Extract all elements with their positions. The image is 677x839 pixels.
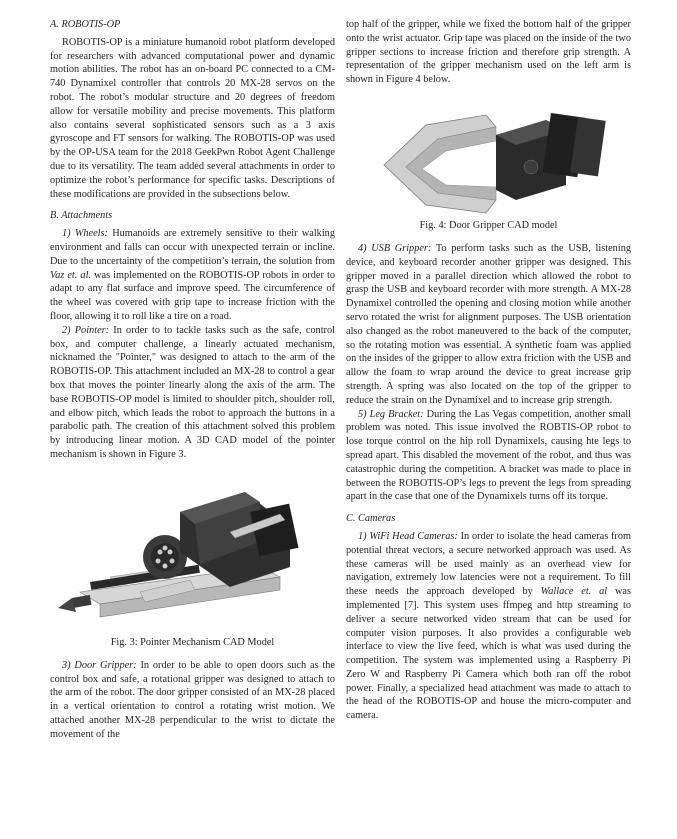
wheels-label: 1) Wheels: (62, 228, 108, 240)
door-gripper-text: In order to be able to open doors such as the control box and safe, a rotational gripper was designed to attach to the arm of the robot. The door gripper consisted of an MX-28 placed in a vertical orientation to control a rotating wrist motion. We attached another MX-28 perpendicular to the wrist to dictate the movement of the (50, 659, 335, 740)
wifi-cameras-citation: Wallace et. al (540, 586, 608, 598)
wheels-text-a: Humanoids are extremely sensitive to their walking environment and falls can occur with unexpected terrain or incline. Due to the uncertainty of the competition’s terrain, the solution from (50, 228, 335, 267)
section-heading-attachments: B. Attachments (50, 210, 113, 222)
wheels-text-b: was implemented on the ROBOTIS-OP robots in order to adapt to any flat surface and improve speed. The circumference of the wheel was covered with grip tape to increase friction with the floor, allowing it to roll like a tire on a road. (50, 269, 335, 322)
usb-gripper-label: 4) USB Gripper: (358, 242, 432, 254)
paragraph-usb-gripper (346, 242, 631, 408)
figure-4 (346, 105, 631, 232)
figure-4-caption: Fig. 4: Door Gripper CAD model (419, 219, 558, 231)
leg-bracket-text: During the Las Vegas competition, another small problem was noted. This issue involved the ROBTIS-OP robot to lose torque control on the hip roll Dynamixels, causing hte legs to spread apart. This disabled the movement of the robot, and thus was catastrophic during the competition. A bracket was made to place in between the ROBOTIS-OP’s legs to prevent the legs from spreading apart in the case that one of the Dynamixels turns off its torque. (346, 408, 631, 503)
paragraph-wifi-cameras (346, 530, 631, 723)
door-gripper-cad-image (346, 105, 631, 215)
paragraph-robotis-op: ROBOTIS-OP is a miniature humanoid robot platform developed for researchers with advanced computational power and dynamic motion abilities. The robot has an on-board PC connected to a CM-740 Dynamixel controller that controls 20 MX-28 servos on the robot. The robot’s modular structure and 20 degrees of freedom allow for versatile mobility and precise movements. This platform also contains several sophisticated sensors such as a 3 axis gyroscope and FT sensors for walking. The ROBOTIS-OP was used by the OP-USA team for the 2018 GeekPwn Robot Agent Challenge due to its versatility. The team added several attachments in order to optimize the robot’s performance for specific tasks. Descriptions of these modifications are provided in the subsections below. (50, 36, 335, 200)
pointer-mechanism-cad-image (50, 472, 335, 632)
usb-gripper-text: To perform tasks such as the USB, listening device, and keyboard recorder another gripper was designed. This gripper moved in a parallel direction which allowed the robot to grasp the USB and keyboard recorder with more strength. A MX-28 Dynamixel controlled the opening and closing motion while another servo rotated the wrist for alignment purposes. The USB orientation also changed as the robot maneuvered to the back of the computer, so the rotating motion was essential. A synthetic foam was applied on the insides of the gripper to allow extra friction with the USB and allow the foam to wrap around the device to great increase grip strength. A spring was also located on the top of the gripper to reduce the strain on the Dynamixel and to increase grip strength. (346, 242, 631, 406)
door-gripper-label: 3) Door Gripper: (62, 659, 137, 671)
paragraph-wheels (50, 227, 335, 324)
right-column (346, 18, 631, 723)
pointer-label: 2) Pointer: (62, 324, 110, 336)
section-heading-robotis-op: A. ROBOTIS-OP (50, 19, 121, 30)
figure-3 (50, 472, 335, 649)
wifi-cameras-text-a: In order to isolate the head cameras from potential threat vectors, a secure networked approach was used. As these cameras will be used mainly as an overhead view for navigation, extremely low latencies were not a requirement. To fill these needs the approach developed by (346, 530, 631, 598)
wheels-citation: Vaz et. al. (50, 269, 92, 281)
wifi-cameras-text-b: was implemented [7]. This system uses ffmpeg and http streaming to deliver a secure networked video stream that can be used for computer vision purposes. It also provides a configurable web interface to view the live feed, which is what was used during the competition. The system was implemented using a Raspberry Pi Zero W and Raspberry Pi Camera which both ran off the robot power. Finally, a specialized head attachment was made to attach to the head of the ROBOTIS-OP and house the micro-computer and camera. (346, 586, 631, 722)
paragraph-door-gripper (50, 659, 335, 742)
paragraph-pointer (50, 324, 335, 462)
leg-bracket-label: 5) Leg Bracket: (358, 408, 424, 420)
wifi-cameras-label: 1) WiFi Head Cameras: (358, 530, 458, 542)
left-column (50, 18, 335, 741)
paragraph-leg-bracket (346, 408, 631, 505)
pointer-text: In order to to tackle tasks such as the safe, control box, and computer challenge, a linearly actuated mechanism, nicknamed the "Pointer," was designed to attach to the arm of the ROBOTIS-OP. This attachment included an MX-28 to control a gear box that moves the pointer linearly along the axis of the arm. The base ROBOTIS-OP model is limited to shoulder pitch, shoulder roll, and elbow pitch, which leads the robot to approach the buttons in a parabolic path. The creation of this attachment solved this problem by introducing linear motion. A 3D CAD model of the pointer mechanism is shown in Figure 3. (50, 324, 335, 460)
figure-3-caption: Fig. 3: Pointer Mechanism CAD Model (110, 636, 275, 648)
paragraph-door-gripper-continued: top half of the gripper, while we fixed the bottom half of the gripper onto the wrist actuator. Grip tape was placed on the inside of the two gripper sections to increase friction and therefore grip strength. A representation of the gripper mechanism used on the left arm is shown in Figure 4 below. (346, 19, 631, 86)
section-heading-cameras: C. Cameras (346, 513, 396, 525)
